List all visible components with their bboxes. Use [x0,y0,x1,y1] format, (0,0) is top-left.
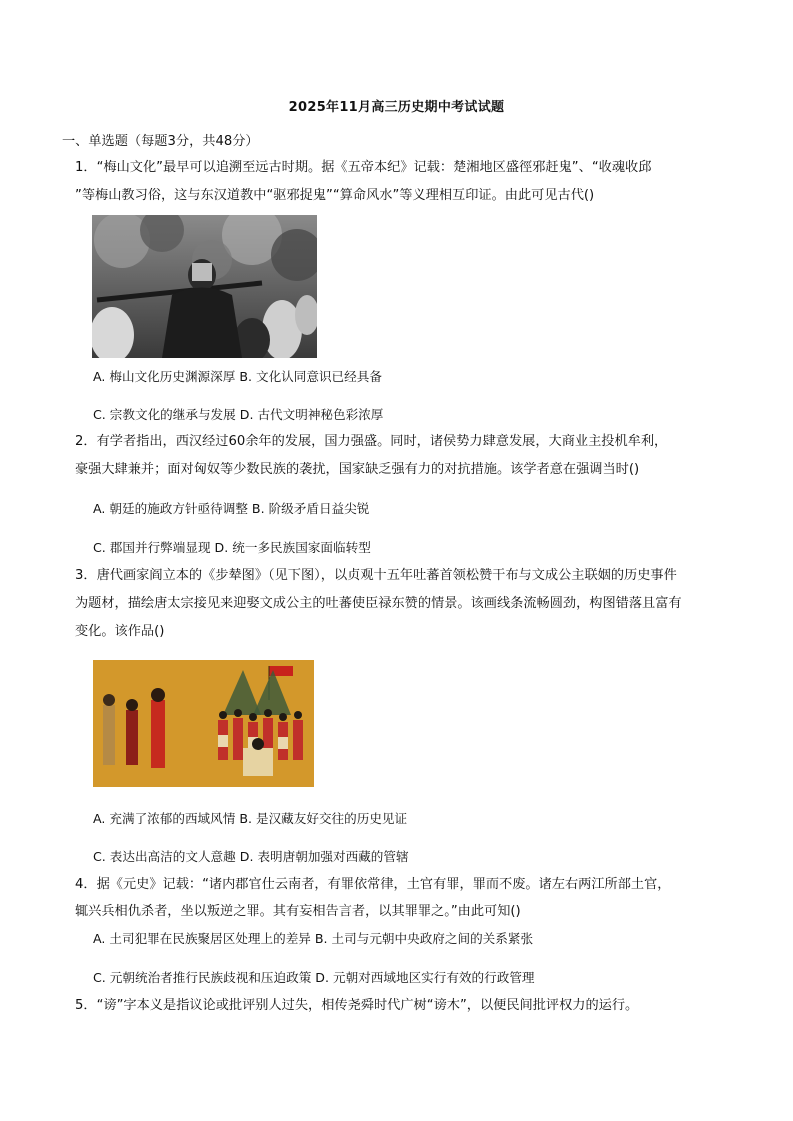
question-3-options-row-2: C. 表达出高洁的文人意趣 D. 表明唐朝加强对西藏的管辖 [93,849,409,864]
question-3-line-2: 为题材，描绘唐太宗接见来迎娶文成公主的吐蕃使臣禄东赞的情景。该画线条流畅圆劲，构图错落且富有 [75,596,682,611]
question-3-line-3: 变化。该作品() [75,624,165,639]
question-2-line-2: 豪强大肆兼并；面对匈奴等少数民族的袭扰，国家缺乏强有力的对抗措施。该学者意在强调当时() [75,462,640,477]
question-1-line-1: 1．“梅山文化”最早可以追溯至远古时期。据《五帝本纪》记载：楚湘地区盛徑邪赶鬼”、“收魂收邱 [75,160,652,175]
meishan-ritual-photo [92,215,317,358]
question-1-options-row-2: C. 宗教文化的继承与发展 D. 古代文明神秘色彩浓厚 [93,407,384,422]
question-4-options-row-2: C. 元朝统治者推行民族歧视和压迫政策 D. 元朝对西域地区实行有效的行政管理 [93,970,535,985]
question-2-options-row-2: C. 郡国并行弊端显现 D. 统一多民族国家面临转型 [93,540,371,555]
bunian-painting-image [93,660,314,787]
question-4-line-2: 辄兴兵相仇杀者，坐以叛逆之罪。其有妄相告言者，以其罪罪之。”由此可知() [75,904,521,919]
section-heading: 一、单选题（每题3分，共48分） [62,134,259,149]
question-1-line-2: ”等梅山教习俗，这与东汉道教中“驱邪捉鬼”“算命风水”等义理相互印证。由此可见古代() [75,188,595,203]
question-2-line-1: 2．有学者指出，西汉经过60余年的发展，国力强盛。同时，诸侯势力肆意发展，大商业主投机牟利， [75,434,668,449]
question-3-line-1: 3．唐代画家阎立本的《步辇图》（见下图），以贞观十五年吐蕃首领松赞干布与文成公主联姻的历史事件 [75,568,677,583]
question-5-line-1: 5．“谤”字本义是指议论或批评别人过失，相传尧舜时代广树“谤木”，以便民间批评权力的运行。 [75,998,639,1013]
question-4-line-1: 4．据《元史》记载：“诸内郡官仕云南者，有罪依常律，土官有罪，罪而不废。诸左右两江所部土官， [75,877,671,892]
exam-title: 2025年11月高三历史期中考试试题 [288,100,505,115]
question-4-options-row-1: A. 土司犯罪在民族聚居区处理上的差异 B. 土司与元朝中央政府之间的关系紧张 [93,931,534,946]
question-1-options-row-1: A. 梅山文化历史渊源深厚 B. 文化认同意识已经具备 [93,369,382,384]
question-2-options-row-1: A. 朝廷的施政方针亟待调整 B. 阶级矛盾日益尖锐 [93,501,370,516]
question-3-options-row-1: A. 充满了浓郁的西域风情 B. 是汉藏友好交往的历史见证 [93,811,408,826]
